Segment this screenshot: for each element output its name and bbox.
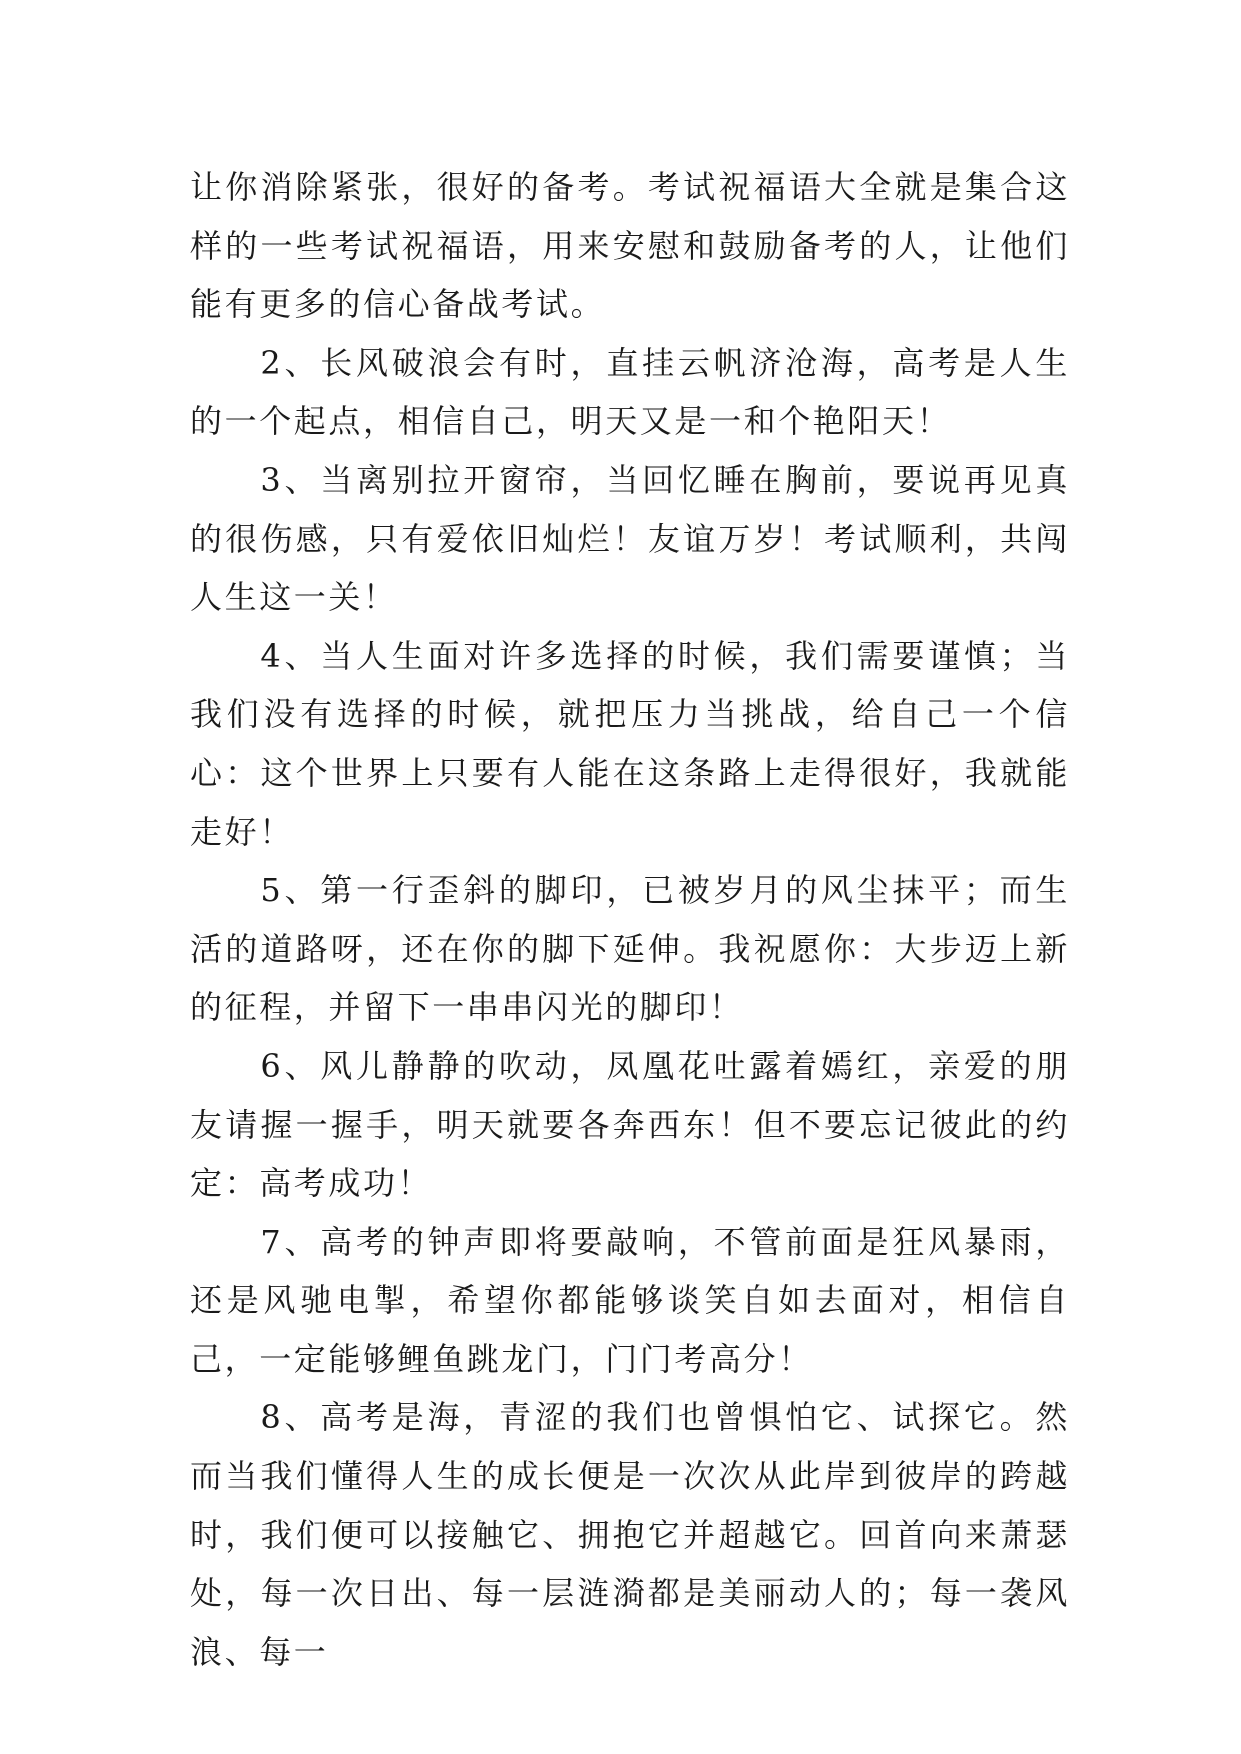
- body-text: [190, 158, 1070, 1681]
- paragraph-item-8: 8、高考是海，青涩的我们也曾惧怕它、试探它。然而当我们懂得人生的成长便是一次次从此岸到彼岸的跨越时，我们便可以接触它、拥抱它并超越它。回首向来萧瑟处，每一次日出、每一层涟漪都是美丽动人的；每一袭风浪、每一: [190, 1398, 1070, 1671]
- paragraph-item-7: 7、高考的钟声即将要敲响，不管前面是狂风暴雨，还是风驰电掣，希望你都能够谈笑自如去面对，相信自己，一定能够鲤鱼跳龙门，门门考高分！: [190, 1222, 1070, 1378]
- paragraph-item-6: 6、风儿静静的吹动，凤凰花吐露着嫣红，亲爱的朋友请握一握手，明天就要各奔西东！但不要忘记彼此的约定：高考成功！: [190, 1046, 1070, 1203]
- paragraph-item-2: 2、长风破浪会有时，直挂云帆济沧海，高考是人生的一个起点，相信自己，明天又是一和个艳阳天！: [190, 343, 1070, 441]
- paragraph-intro-continuation: 让你消除紧张，很好的备考。考试祝福语大全就是集合这样的一些考试祝福语，用来安慰和鼓励备考的人，让他们能有更多的信心备战考试。: [190, 168, 1070, 324]
- paragraph-item-5: 5、第一行歪斜的脚印，已被岁月的风尘抹平；而生活的道路呀，还在你的脚下延伸。我祝愿你：大步迈上新的征程，并留下一串串闪光的脚印！: [190, 871, 1070, 1027]
- paragraph-item-4: 4、当人生面对许多选择的时候，我们需要谨慎；当我们没有选择的时候，就把压力当挑战，给自己一个信心：这个世界上只要有人能在这条路上走得很好，我就能走好！: [190, 636, 1070, 851]
- paragraph-item-3: 3、当离别拉开窗帘，当回忆睡在胸前，要说再见真的很伤感，只有爱依旧灿烂！友谊万岁！考试顺利，共闯人生这一关！: [190, 460, 1070, 617]
